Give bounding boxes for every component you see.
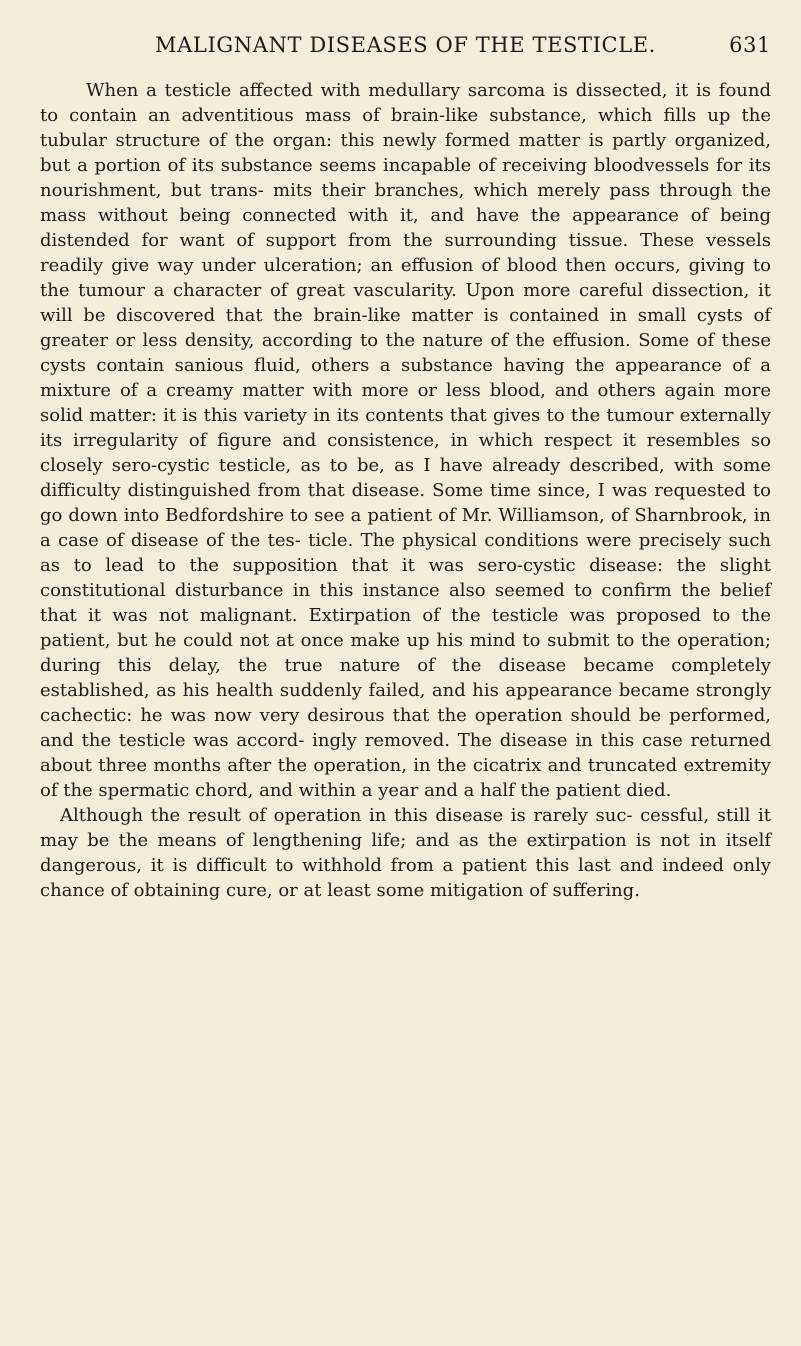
book-page	[40, 30, 771, 903]
running-title: MALIGNANT DISEASES OF THE TESTICLE.	[155, 33, 656, 57]
running-head	[40, 30, 771, 60]
body-text	[40, 78, 771, 903]
paragraph-medullary-sarcoma: When a testicle affected with medullary sarcoma is dissected, it is found to contain an adventitious mass of brain-like substance, which fills up the tubular structure of the organ: this newly formed matter is partly organized, but a portion of its substance seems incapable of receiving bloodvessels for its nourishment, but trans- mits their branches, which merely pass through the mass without being connected with it, and have the appearance of being distended for want of support from the surrounding tissue. These vessels readily give way under ulceration; an effusion of blood then occurs, giving to the tumour a character of great vascularity. Upon more careful dissection, it will be discovered that the brain-like matter is contained in small cysts of greater or less density, according to the nature of the effusion. Some of these cysts contain sanious fluid, others a substance having the appearance of a mixture of a creamy matter with more or less blood, and others again more solid matter: it is this variety in its contents that gives to the tumour externally its irregularity of figure and consistence, in which respect it resembles so closely sero-cystic testicle, as to be, as I have already described, with some difficulty distinguished from that disease. Some time since, I was requested to go down into Bedfordshire to see a patient of Mr. Williamson, of Sharnbrook, in a case of disease of the tes- ticle. The physical conditions were precisely such as to lead to the supposition that it was sero-cystic disease: the slight constitutional disturbance in this instance also seemed to confirm the belief that it was not malignant. Extirpation of the testicle was proposed to the patient, but he could not at once make up his mind to submit to the operation; during this delay, the true nature of the disease became completely established, as his health suddenly failed, and his appearance became strongly cachectic: he was now very desirous that the operation should be performed, and the testicle was accord- ingly removed. The disease in this case returned about three months after the operation, in the cicatrix and truncated extremity of the spermatic chord, and within a year and a half the patient died.	[40, 80, 771, 801]
page-number: 631	[729, 33, 771, 57]
paragraph-operation-result: Although the result of operation in this disease is rarely suc- cessful, still it may be the means of lengthening life; and as the extirpation is not in itself dangerous, it is difficult to withhold from a patient this last and indeed only chance of obtaining cure, or at least some mitigation of suffering.	[40, 805, 771, 901]
